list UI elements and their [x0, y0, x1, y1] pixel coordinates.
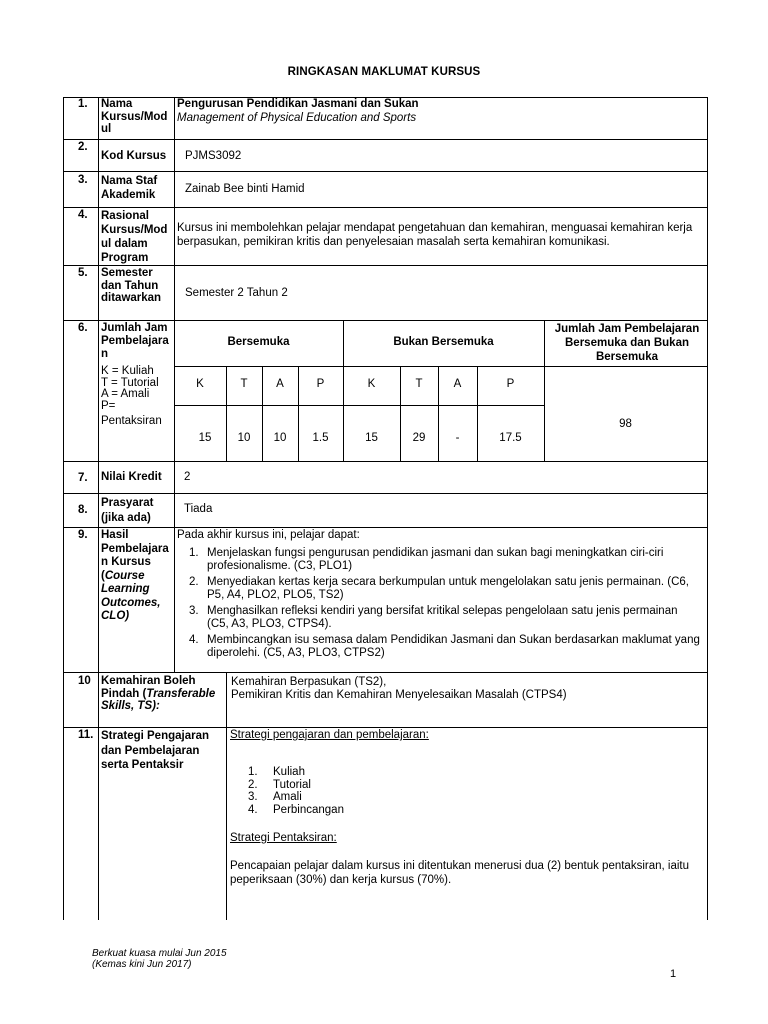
col-p-1: P [316, 378, 325, 390]
page-title: RINGKASAN MAKLUMAT KURSUS [287, 66, 481, 78]
total-hours: 98 [619, 418, 632, 430]
val-k-1: 15 [198, 432, 212, 444]
val-k-2: 15 [365, 432, 378, 444]
col-p-2: P [506, 378, 515, 390]
assessment-line-1: Pencapaian pelajar dalam kursus ini ditentukan menerusi dua (2) bentuk pentaksiran, iaitu [230, 860, 689, 872]
row-11-number: 11. [78, 729, 94, 741]
row-5-number: 5. [78, 267, 88, 279]
val-t-2: 29 [412, 432, 426, 444]
list-item: 3. Amali [248, 791, 302, 803]
row-8-number: 8. [78, 504, 88, 516]
row-2-number: 2. [78, 141, 88, 153]
prerequisite: Tiada [184, 503, 213, 515]
page-number: 1 [670, 968, 677, 980]
row-10-number: 10 [78, 675, 91, 687]
row-3-number: 3. [78, 174, 88, 186]
course-name-malay: Pengurusan Pendidikan Jasmani dan Sukan [177, 98, 419, 110]
header-bukan-bersemuka: Bukan Bersemuka [393, 336, 494, 348]
credit-value: 2 [184, 471, 191, 483]
assessment-strategy-heading: Strategi Pentaksiran: [230, 832, 337, 844]
academic-staff: Zainab Bee binti Hamid [185, 183, 305, 195]
row-4-label: Rasional Kursus/Mod ul dalam Program [101, 210, 168, 264]
clo-list [174, 547, 706, 663]
col-t-2: T [415, 378, 423, 390]
col-t-1: T [240, 378, 248, 390]
val-p-1: 1.5 [312, 432, 329, 444]
teaching-strategy-list [248, 766, 344, 816]
footer-note: Berkuat kuasa mulai Jun 2015 (Kemas kini Jun 2017) [92, 948, 227, 970]
assessment-line-2: peperiksaan (30%) dan kerja kursus (70%). [230, 874, 452, 886]
list-item: 2. Menyediakan kertas kerja secara berkumpulan untuk mengelolakan satu jenis permainan. (C6, P5, A4, PLO2, PLO5, TS2) [189, 576, 689, 601]
hours-legend: K = Kuliah T = Tutorial A = Amali P= Pentaksiran [101, 365, 162, 427]
table-border-left [63, 97, 64, 920]
list-item: 4. Perbincangan [248, 803, 344, 816]
row-1-label: Nama Kursus/Mod ul [101, 98, 168, 135]
val-a-2: - [455, 432, 460, 444]
list-item: 1. Menjelaskan fungsi pengurusan pendidikan jasmani dan sukan bagi meningkatkan ciri-ciri profesionalisme. (C3, PLO1) [189, 547, 664, 572]
row-1-number: 1. [78, 98, 88, 110]
row-5-label: Semester dan Tahun ditawarkan [101, 267, 162, 304]
col-k-1: K [196, 378, 204, 390]
semester-year: Semester 2 Tahun 2 [185, 287, 288, 299]
clo-intro: Pada akhir kursus ini, pelajar dapat: [177, 529, 360, 541]
row-7-label: Nilai Kredit [101, 471, 162, 483]
row-4-number: 4. [78, 209, 88, 221]
list-item: 4. Membincangkan isu semasa dalam Pendidikan Jasmani dan Sukan berdasarkan maklumat yang diperolehi. (C5, A3, PLO3, CTPS2) [189, 634, 700, 659]
transferable-skill-2: Pemikiran Kritis dan Kemahiran Menyelesaikan Masalah (CTPS4) [231, 689, 567, 701]
row-11-label: Strategi Pengajaran dan Pembelajaran serta Pentaksir [101, 730, 210, 771]
list-item: 1. Kuliah [248, 766, 305, 778]
transferable-skill-1: Kemahiran Berpasukan (TS2), [231, 676, 387, 688]
col-k-2: K [367, 378, 376, 390]
row-7-number: 7. [78, 472, 88, 484]
col-a-2: A [453, 378, 462, 390]
col-a-1: A [276, 378, 284, 390]
row-9-number: 9. [78, 529, 88, 541]
header-bersemuka: Bersemuka [227, 336, 290, 348]
row-9-label: Hasil Pembelajara n Kursus (Course Learning Outcomes, CLO) [101, 529, 169, 622]
col-divider-label-lower [226, 672, 227, 920]
course-code: PJMS3092 [185, 150, 242, 162]
course-name-english: Management of Physical Education and Sports [177, 112, 417, 124]
list-item: 3. Menghasilkan refleksi kendiri yang bersifat kritikal selepas pengelolaan satu jenis permainan (C5, A3, PLO3, CTPS4). [189, 605, 678, 630]
header-total-hours: Jumlah Jam Pembelajaran Bersemuka dan Bukan Bersemuka [554, 323, 700, 363]
row-8-label: Prasyarat (jika ada) [101, 497, 154, 524]
rationale-line-1: Kursus ini membolehkan pelajar mendapat pengetahuan dan kemahiran, menguasai kemahiran kerja [177, 222, 693, 234]
row-6-label: Jumlah Jam Pembelajara n [101, 322, 169, 360]
row-6-number: 6. [78, 322, 88, 334]
val-t-1: 10 [237, 432, 251, 444]
val-a-1: 10 [273, 432, 287, 444]
val-p-2: 17.5 [499, 432, 522, 444]
col-divider-number [98, 97, 99, 920]
rationale-line-2: berpasukan, pemikiran kritis dan penyelesaian masalah serta kemahiran komunikasi. [177, 236, 610, 248]
table-border-right [707, 97, 708, 920]
teaching-strategy-heading: Strategi pengajaran dan pembelajaran: [230, 729, 429, 741]
row-10-label: Kemahiran Boleh Pindah (Transferable Skills, TS): [101, 675, 216, 712]
row-3-label: Nama Staf Akademik [101, 175, 158, 201]
list-item: 2. Tutorial [248, 778, 311, 791]
row-2-label: Kod Kursus [101, 150, 167, 162]
